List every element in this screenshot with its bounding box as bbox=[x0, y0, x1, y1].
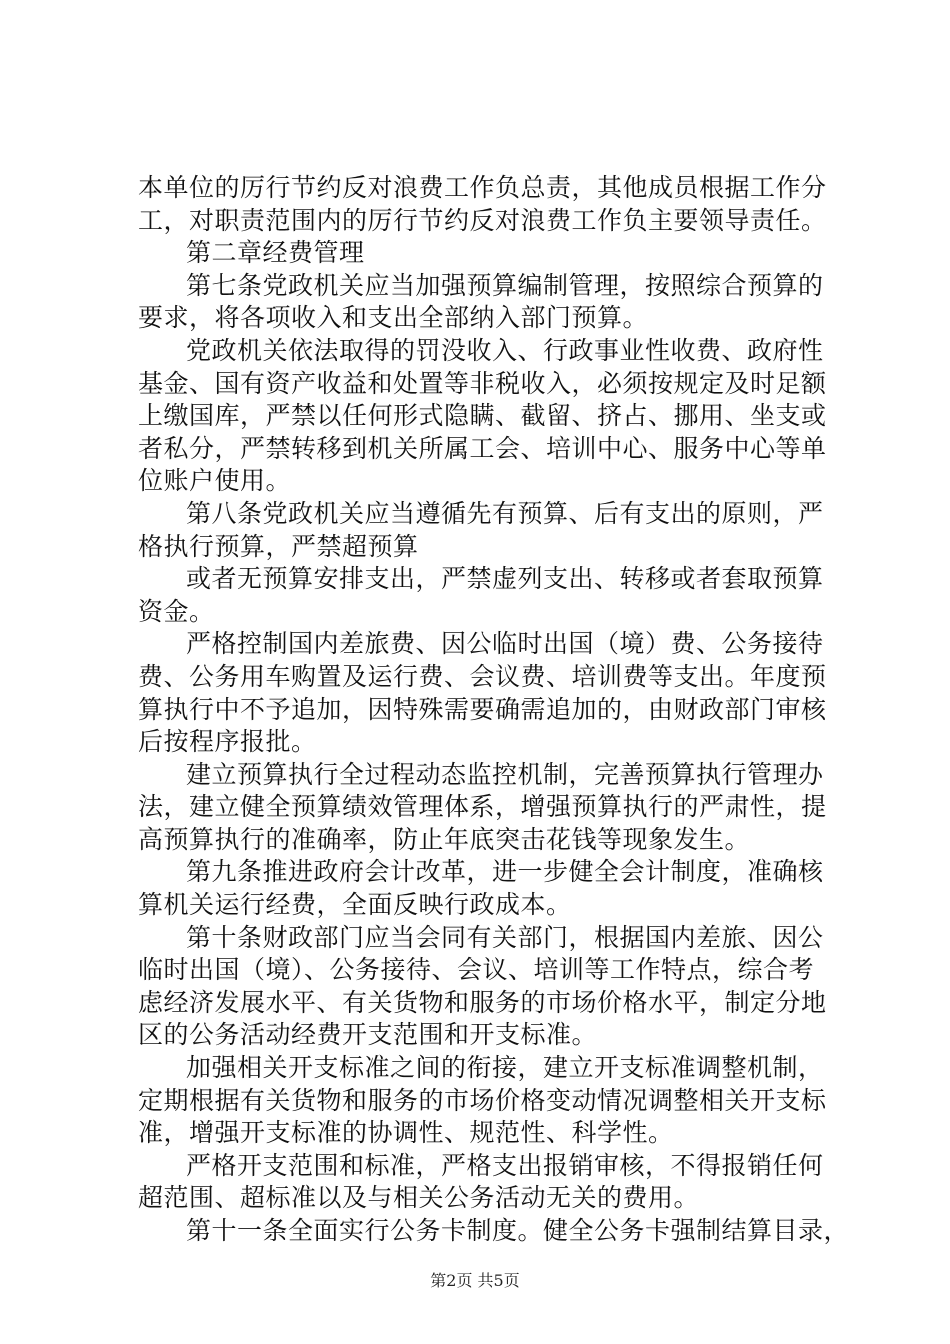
text-line: 第十条财政部门应当会同有关部门，根据国内差旅、因公 bbox=[186, 922, 824, 952]
text-line: 第八条党政机关应当遵循先有预算、后有支出的原则，严 bbox=[186, 498, 824, 528]
text-line: 第十一条全面实行公务卡制度。健全公务卡强制结算目录， bbox=[186, 1216, 850, 1245]
text-line: 格执行预算，严禁超预算 bbox=[138, 531, 419, 561]
text-line: 后按程序报批。 bbox=[138, 727, 317, 757]
text-line: 第九条推进政府会计改革，进一步健全会计制度，准确核 bbox=[186, 857, 824, 887]
text-line: 基金、国有资产收益和处置等非税收入，必须按规定及时足额 bbox=[138, 368, 827, 398]
text-line: 高预算执行的准确率，防止年底突击花钱等现象发生。 bbox=[138, 824, 751, 854]
text-line: 严格开支范围和标准，严格支出报销审核，不得报销任何 bbox=[186, 1150, 824, 1180]
text-line: 区的公务活动经费开支范围和开支标准。 bbox=[138, 1020, 598, 1050]
text-line: 算机关运行经费，全面反映行政成本。 bbox=[138, 890, 572, 920]
document-body bbox=[138, 172, 850, 1248]
text-line: 资金。 bbox=[138, 596, 215, 626]
text-line: 超范围、超标准以及与相关公务活动无关的费用。 bbox=[138, 1183, 700, 1213]
text-line: 法，建立健全预算绩效管理体系，增强预算执行的严肃性，提 bbox=[138, 792, 827, 822]
text-line: 者私分，严禁转移到机关所属工会、培训中心、服务中心等单 bbox=[138, 433, 827, 463]
text-line: 算执行中不予追加，因特殊需要确需追加的，由财政部门审核 bbox=[138, 694, 827, 724]
text-line: 定期根据有关货物和服务的市场价格变动情况调整相关开支标 bbox=[138, 1085, 827, 1115]
text-line: 上缴国库，严禁以任何形式隐瞒、截留、挤占、挪用、坐支或 bbox=[138, 401, 827, 431]
text-line: 准，增强开支标准的协调性、规范性、科学性。 bbox=[138, 1118, 674, 1148]
text-line: 临时出国（境）、公务接待、会议、培训等工作特点，综合考 bbox=[138, 955, 815, 985]
text-line: 工，对职责范围内的厉行节约反对浪费工作负主要领导责任。 bbox=[138, 205, 827, 235]
text-line: 虑经济发展水平、有关货物和服务的市场价格水平，制定分地 bbox=[138, 987, 827, 1017]
text-line: 位账户使用。 bbox=[138, 466, 292, 496]
text-line: 建立预算执行全过程动态监控机制，完善预算执行管理办 bbox=[186, 759, 824, 789]
text-line: 本单位的厉行节约反对浪费工作负总责，其他成员根据工作分 bbox=[138, 173, 827, 202]
text-line: 严格控制国内差旅费、因公临时出国（境）费、公务接待 bbox=[186, 629, 824, 659]
page-footer: 第2页 共5页 bbox=[430, 1271, 520, 1290]
text-line: 或者无预算安排支出，严禁虚列支出、转移或者套取预算 bbox=[186, 564, 824, 594]
text-line: 费、公务用车购置及运行费、会议费、培训费等支出。年度预 bbox=[138, 661, 827, 691]
text-line: 加强相关开支标准之间的衔接，建立开支标准调整机制， bbox=[186, 1053, 824, 1083]
text-line: 第七条党政机关应当加强预算编制管理，按照综合预算的 bbox=[186, 270, 824, 300]
text-line: 要求，将各项收入和支出全部纳入部门预算。 bbox=[138, 303, 649, 333]
text-line: 第二章经费管理 bbox=[186, 238, 365, 268]
text-line: 党政机关依法取得的罚没收入、行政事业性收费、政府性 bbox=[186, 335, 824, 365]
